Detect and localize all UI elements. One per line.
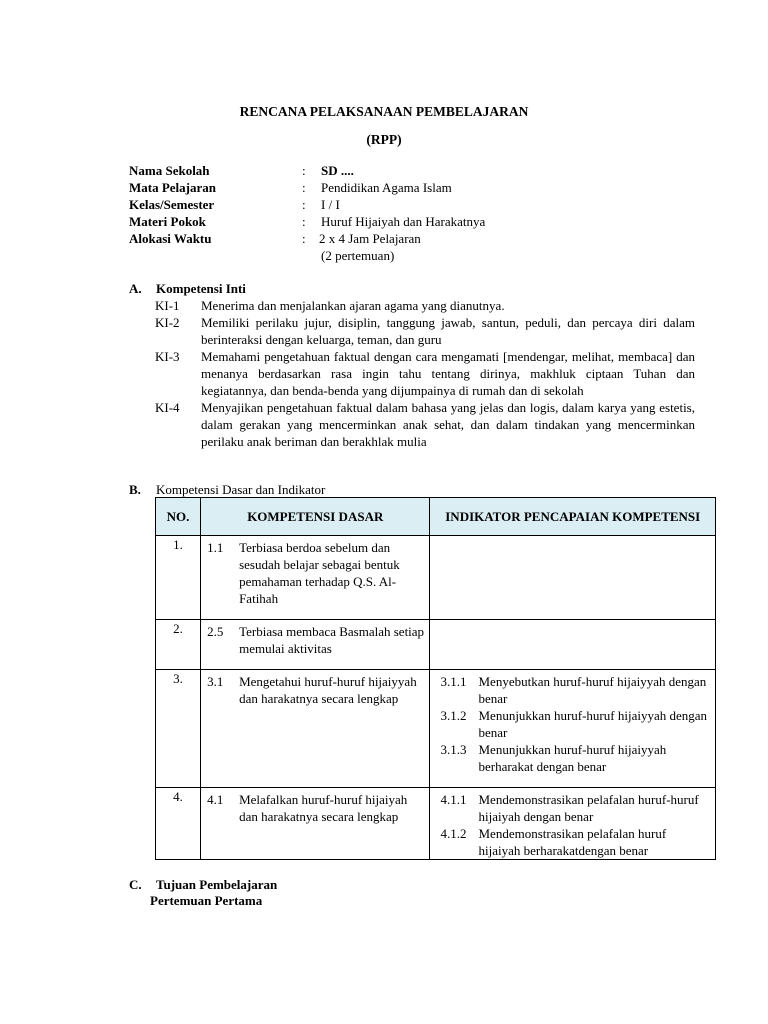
info-value: SD .... (321, 163, 354, 178)
indicator-cell (430, 788, 716, 860)
competency-table (155, 497, 716, 860)
kd-number: 2.5 (207, 624, 224, 639)
indicator-text: Mendemonstrasikan pelafalan huruf-huruf hijaiyah dengan benar (478, 792, 699, 824)
table-row (156, 788, 716, 860)
ki-code: KI-1 (155, 298, 180, 313)
ki-text: Memahami pengetahuan faktual dengan cara mengamati [mendengar, melihat, membaca] dan menanya berdasarkan rasa ingin tahu tentang dirinya, makhluk ciptaan Tuhan dan kegiatannya, dan benda-benda yang dijumpainya di rumah dan di sekolah (201, 349, 695, 398)
list-item (155, 297, 695, 314)
row-number: 2. (156, 620, 201, 670)
header-kd: KOMPETENSI DASAR (201, 498, 430, 536)
kd-cell (201, 620, 430, 670)
section-letter: C. (129, 877, 142, 892)
kd-cell (201, 536, 430, 620)
info-row-subject (129, 179, 689, 196)
section-letter: A. (129, 281, 142, 296)
indicator-number: 3.1.1 (440, 674, 467, 689)
ki-code: KI-2 (155, 315, 180, 330)
info-colon: : (302, 231, 306, 246)
kd-text: Terbiasa membaca Basmalah setiap memulai aktivitas (239, 624, 425, 656)
list-item (155, 314, 695, 348)
info-label: Kelas/Semester (129, 197, 215, 212)
ki-text: Menerima dan menjalankan ajaran agama yang dianutnya. (201, 298, 505, 313)
info-label: Mata Pelajaran (129, 180, 217, 195)
info-value: Pendidikan Agama Islam (321, 180, 452, 195)
indicator-text: Menunjukkan huruf-huruf hijaiyyah dengan benar (478, 708, 708, 740)
table-header-row (156, 498, 716, 536)
document-title: RENCANA PELAKSANAAN PEMBELAJARAN (239, 104, 529, 119)
identity-block (129, 162, 689, 264)
indicator-cell (430, 670, 716, 788)
info-label: Nama Sekolah (129, 163, 210, 178)
table-row (156, 620, 716, 670)
info-row-time (129, 230, 689, 247)
info-row-school (129, 162, 689, 179)
kd-text: Mengetahui huruf-huruf hijaiyyah dan harakatnya secara lengkap (239, 674, 417, 706)
info-value: I / I (321, 197, 340, 212)
table-row (156, 670, 716, 788)
table-row (156, 536, 716, 620)
header-indicator: INDIKATOR PENCAPAIAN KOMPETENSI (430, 498, 716, 536)
header-no: NO. (156, 498, 201, 536)
row-number: 4. (156, 788, 201, 860)
row-number: 1. (156, 536, 201, 620)
ki-code: KI-4 (155, 400, 180, 415)
info-row-time-extra (129, 247, 689, 264)
kd-text: Melafalkan huruf-huruf hijaiyah dan harakatnya secara lengkap (239, 792, 408, 824)
indicator-item (440, 825, 709, 859)
kd-number: 1.1 (207, 540, 224, 555)
info-label: Alokasi Waktu (129, 231, 212, 246)
indicator-number: 4.1.1 (440, 792, 467, 807)
info-row-topic (129, 213, 689, 230)
section-c-subtitle: Pertemuan Pertama (150, 893, 263, 908)
info-colon: : (302, 163, 306, 178)
section-title: Tujuan Pembelajaran (156, 877, 278, 892)
list-item (155, 348, 695, 399)
indicator-number: 3.1.2 (440, 708, 467, 723)
kd-cell (201, 788, 430, 860)
info-value: 2 x 4 Jam Pelajaran (319, 231, 421, 246)
row-number: 3. (156, 670, 201, 788)
core-competency-list (155, 297, 695, 450)
indicator-cell (430, 620, 716, 670)
kd-number: 4.1 (207, 792, 224, 807)
indicator-number: 4.1.2 (440, 826, 467, 841)
indicator-text: Mendemonstrasikan pelafalan huruf hijaiyah berharakatdengan benar (478, 826, 667, 858)
indicator-number: 3.1.3 (440, 742, 467, 757)
list-item (155, 399, 695, 450)
section-title: Kompetensi Dasar dan Indikator (156, 482, 326, 497)
kd-number: 3.1 (207, 674, 224, 689)
indicator-item (440, 741, 709, 775)
kd-text: Terbiasa berdoa sebelum dan sesudah belajar sebagai bentuk pemahaman terhadap Q.S. Al-Fatihah (239, 540, 400, 606)
section-letter: B. (129, 482, 141, 497)
info-row-class (129, 196, 689, 213)
info-colon: : (302, 214, 306, 229)
section-title: Kompetensi Inti (156, 281, 246, 296)
ki-text: Menyajikan pengetahuan faktual dalam bahasa yang jelas dan logis, dalam karya yang estetis, dalam gerakan yang mencerminkan anak sehat, dan dalam tindakan yang mencerminkan perilaku anak beriman dan berakhlak mulia (201, 400, 695, 449)
indicator-item (440, 707, 709, 741)
indicator-text: Menunjukkan huruf-huruf hijaiyyah berharakat dengan benar (478, 742, 667, 774)
info-value-extra: (2 pertemuan) (321, 248, 395, 263)
info-colon: : (302, 197, 306, 212)
indicator-item (440, 791, 709, 825)
ki-code: KI-3 (155, 349, 180, 364)
indicator-text: Menyebutkan huruf-huruf hijaiyyah dengan benar (478, 674, 707, 706)
info-colon: : (302, 180, 306, 195)
kd-cell (201, 670, 430, 788)
indicator-cell (430, 536, 716, 620)
ki-text: Memiliki perilaku jujur, disiplin, tanggung jawab, santun, peduli, dan percaya diri dalam berinteraksi dengan keluarga, teman, dan guru (201, 315, 695, 347)
info-value: Huruf Hijaiyah dan Harakatnya (321, 214, 486, 229)
info-label: Materi Pokok (129, 214, 206, 229)
document-subtitle: (RPP) (366, 132, 402, 147)
indicator-item (440, 673, 709, 707)
